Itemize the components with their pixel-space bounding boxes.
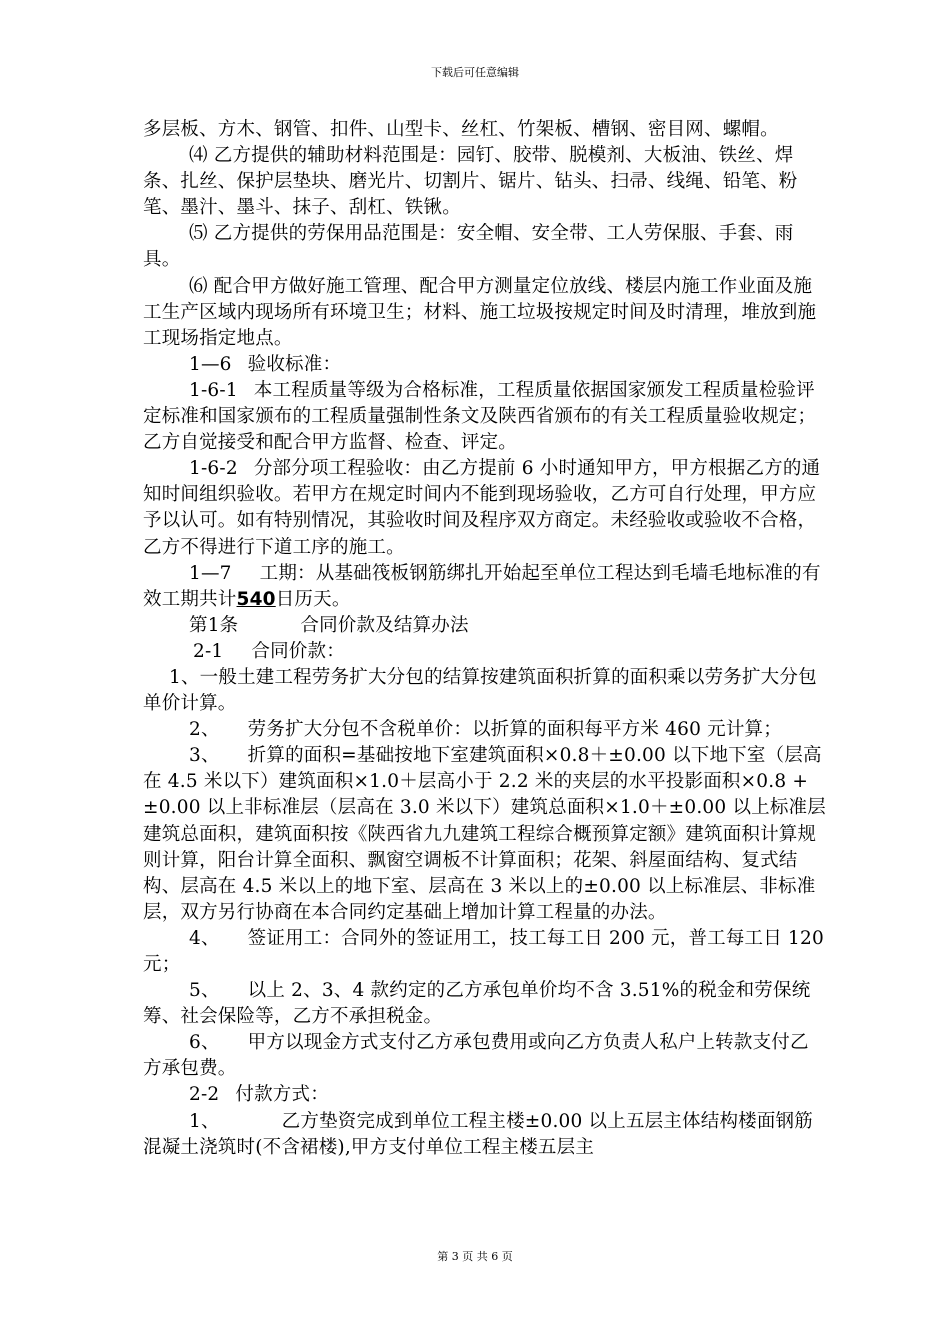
- item-text: 折算的面积=基础按地下室建筑面积×0.8＋±0.00 以下地下室（层高在 4.5 米以下）建筑面积×1.0＋层高小于 2.2 米的夹层的水平投影面积×0.8 + ±0.00 以上非标准层（层高在 3.0 米以下）建筑总面积×1.0＋±0.00 以上标准层建筑总面积，建筑面积按《陕西省九九建筑工程综合概预算定额》建筑面积计算规则计算，阳台计算全面积、飘窗空调板不计算面积；花架、斜屋面结构、复式结构、层高在 4.5 米以上的地下室、层高在 3 米以上的±0.00 以上标准层、非标准层，双方另行协商在本合同约定基础上增加计算工程量的办法。: [143, 745, 826, 923]
- item-number: 1、: [189, 1110, 220, 1132]
- section-number: 2-2: [189, 1084, 220, 1106]
- clause-text: 本工程质量等级为合格标准，工程质量依据国家颁发工程质量检验评定标准和国家颁布的工程质量强制性条文及陕西省颁布的有关工程质量验收规定；乙方自觉接受和配合甲方监督、检查、评定。: [143, 379, 817, 454]
- section-heading-acceptance: [143, 352, 827, 378]
- page-footer: 第 3 页 共 6 页: [437, 1250, 513, 1263]
- section-number: 2-1: [193, 640, 224, 662]
- clause-number: 1-6-2: [189, 458, 238, 480]
- period-days: 540: [236, 588, 276, 610]
- item-text: 甲方以现金方式支付乙方承包费用或向乙方负责人私户上转款支付乙方承包费。: [143, 1032, 809, 1080]
- clause-text-end: 日历天。: [275, 588, 351, 610]
- paragraph-payment-method-cash: [143, 1030, 827, 1082]
- section-title: 验收标准：: [247, 353, 342, 375]
- article-number: 第1条: [189, 614, 239, 636]
- paragraph-auxiliary-materials: ⑷ 乙方提供的辅助材料范围是：园钉、胶带、脱模剂、大板油、铁丝、焊条、扎丝、保护层垫块、磨光片、切割片、锯片、钻头、扫帚、线绳、铅笔、粉笔、墨汁、墨斗、抹子、刮杠、铁锹。: [143, 145, 798, 219]
- section-heading-payment: [143, 1082, 827, 1108]
- paragraph-site-management: ⑹ 配合甲方做好施工管理、配合甲方测量定位放线、楼层内施工作业面及施工生产区域内现场所有环境卫生；材料、施工垃圾按规定时间及时清理，堆放到施工现场指定地点。: [143, 275, 817, 349]
- paragraph-settlement: 1、一般土建工程劳务扩大分包的结算按建筑面积折算的面积乘以劳务扩大分包单价计算。: [143, 666, 817, 715]
- article-title: 合同价款及结算办法: [300, 614, 469, 636]
- paragraph-converted-area: [143, 743, 827, 926]
- paragraph-materials-continued: 多层板、方木、钢管、扣件、山型卡、丝杠、竹架板、槽钢、密目网、螺帽。: [143, 119, 779, 140]
- paragraph-labor-protection: ⑸ 乙方提供的劳保用品范围是：安全帽、安全带、工人劳保服、手套、雨具。: [143, 223, 794, 271]
- section-heading-contract-price: [143, 639, 827, 665]
- paragraph-inspection: [143, 456, 827, 560]
- item-number: 3、: [189, 745, 220, 767]
- section-title: 合同价款：: [251, 640, 345, 662]
- clause-text: 工期：从基础筏板钢筋绑扎开始起至单位工程达到毛墙毛地标准的有效工期共计: [143, 562, 821, 610]
- item-text: 劳务扩大分包不含税单价：以折算的面积每平方米 460 元计算；: [247, 719, 782, 741]
- page-header: 下载后可任意编辑: [431, 66, 519, 79]
- item-number: 4、: [189, 927, 220, 949]
- article-heading: [143, 613, 827, 639]
- paragraph-construction-period: [143, 561, 827, 613]
- paragraph-payment-schedule: [143, 1109, 827, 1161]
- section-number: 1—6: [189, 353, 232, 375]
- item-number: 2、: [189, 719, 220, 741]
- section-number: 1—7: [189, 562, 232, 584]
- section-title: 付款方式：: [235, 1084, 329, 1106]
- item-text: 乙方垫资完成到单位工程主楼±0.00 以上五层主体结构楼面钢筋混凝土浇筑时(不含裙楼),甲方支付单位工程主楼五层主: [143, 1110, 813, 1158]
- clause-text: 分部分项工程验收：由乙方提前 6 小时通知甲方，甲方根据乙方的通知时间组织验收。若甲方在规定时间内不能到现场验收，乙方可自行处理，甲方应予以认可。如有特别情况，其验收时间及程序双方商定。未经验收或验收不合格，乙方不得进行下道工序的施工。: [143, 458, 821, 558]
- paragraph-visa-labor: [143, 926, 827, 978]
- paragraph-tax-exclusion: [143, 978, 827, 1030]
- item-text: 签证用工：合同外的签证用工，技工每工日 200 元，普工每工日 120 元；: [143, 927, 824, 975]
- paragraph-quality-standard: [143, 378, 827, 456]
- item-number: 6、: [189, 1032, 220, 1054]
- paragraph-unit-price: [143, 717, 827, 743]
- document-body: [143, 117, 827, 1161]
- item-number: 5、: [189, 980, 220, 1002]
- item-text: 以上 2、3、4 款约定的乙方承包单价均不含 3.51%的税金和劳保统筹、社会保险等，乙方不承担税金。: [143, 980, 811, 1028]
- clause-number: 1-6-1: [189, 379, 238, 401]
